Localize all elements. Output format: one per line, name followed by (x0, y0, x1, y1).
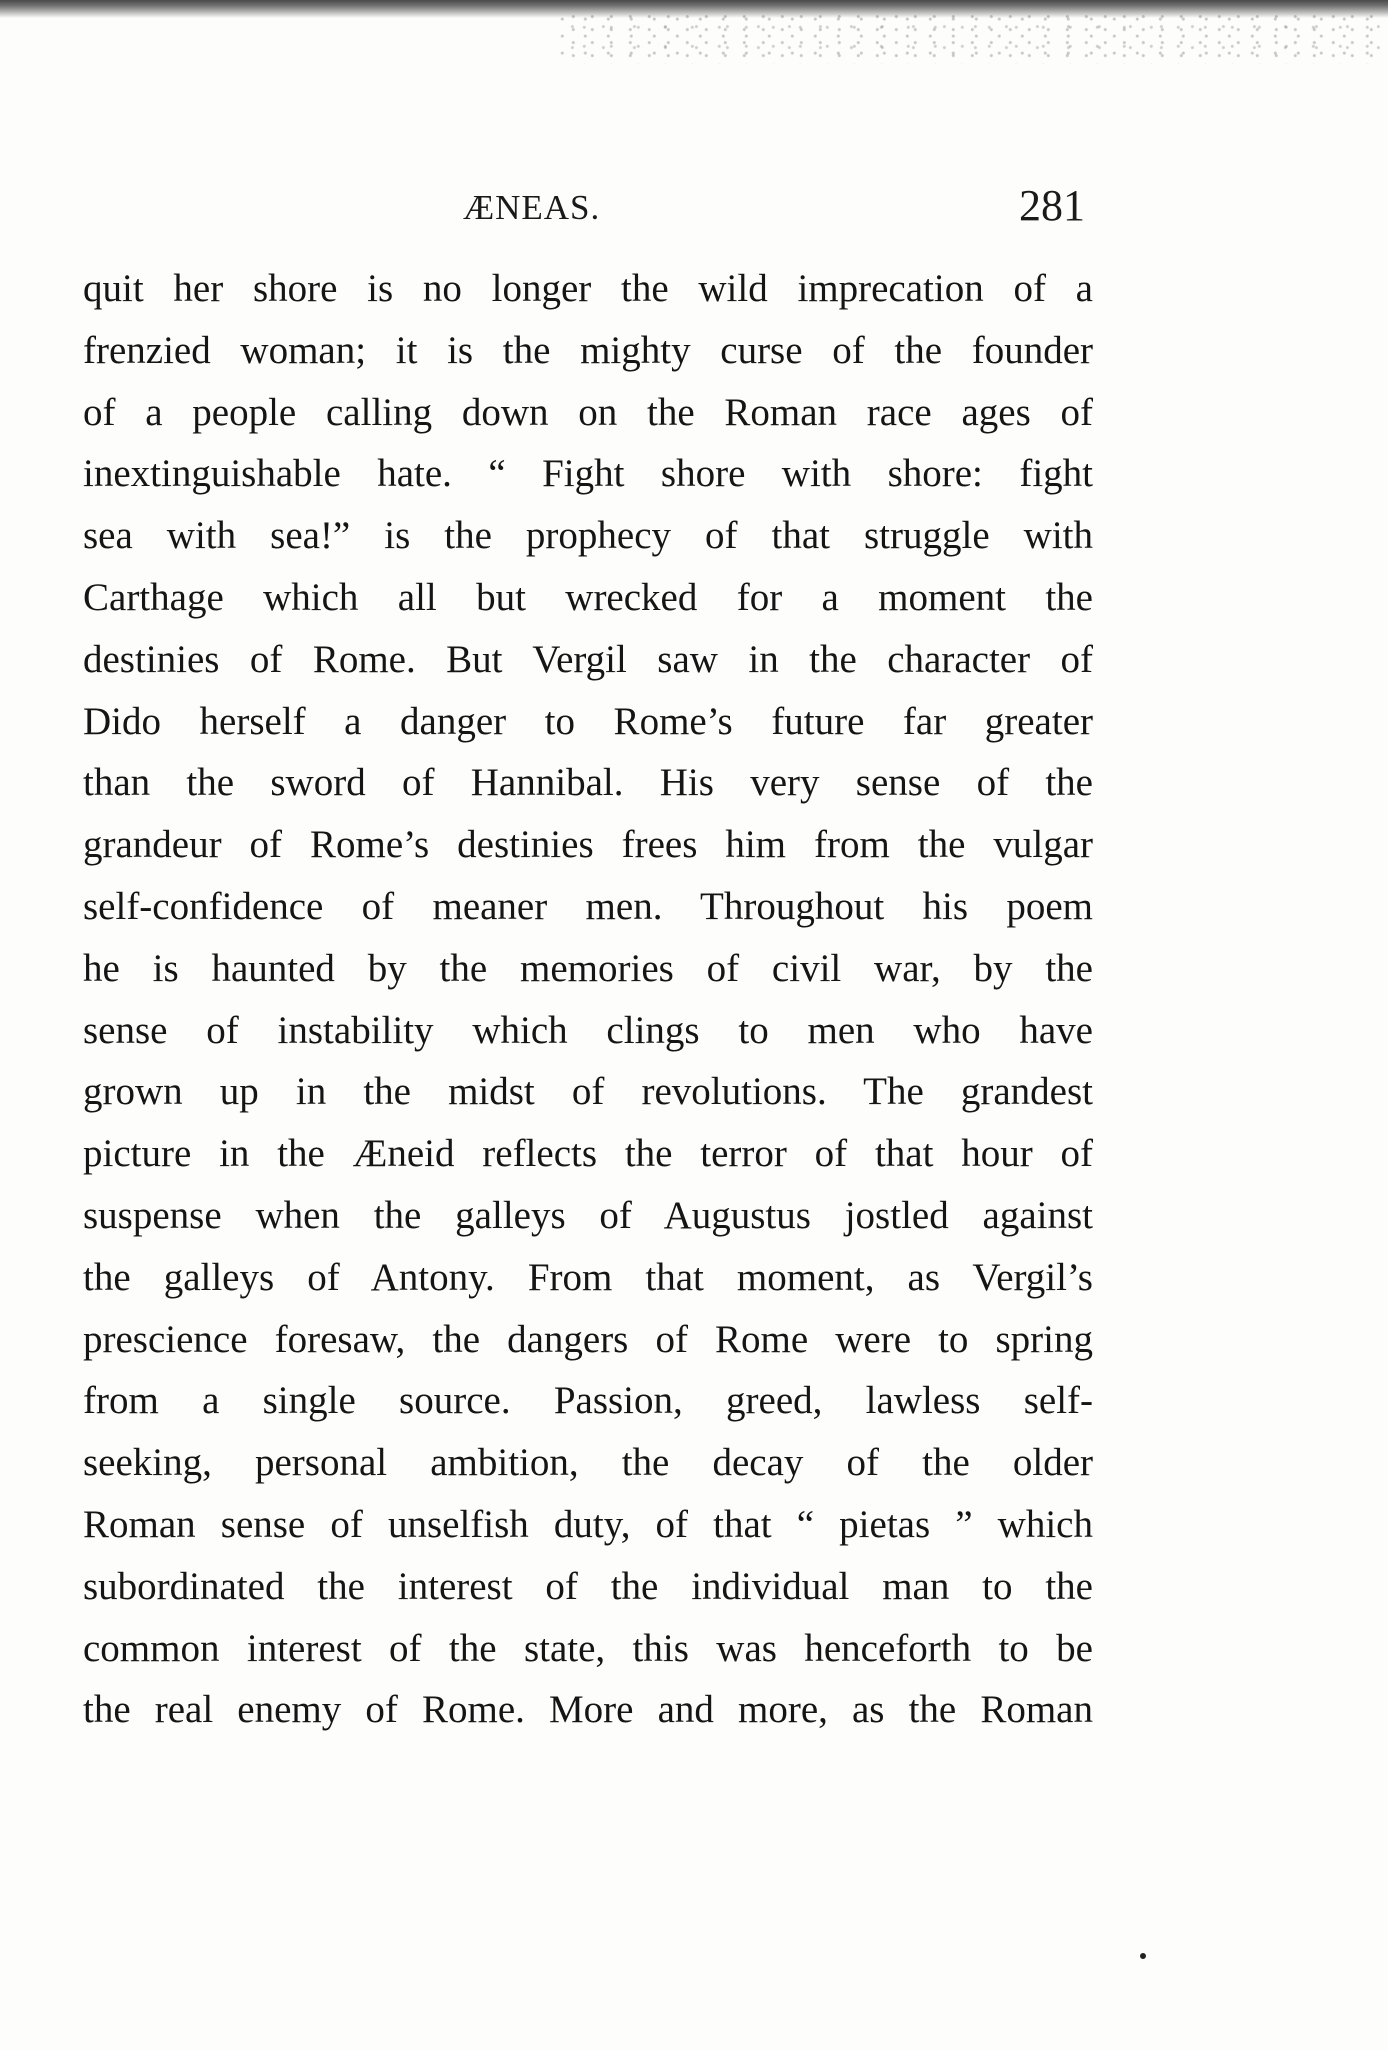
text-line: the galleys of Antony. From that moment, as Vergil’s (83, 1255, 1093, 1299)
running-head (83, 180, 1083, 240)
ink-speck (1140, 1953, 1146, 1959)
text-line: quit her shore is no longer the wild imprecation of a (83, 267, 1093, 310)
text-line: Roman sense of unselfish duty, of that “ pietas ” which (83, 1502, 1093, 1546)
text-line: of a people calling down on the Roman race ages of (83, 390, 1093, 434)
text-line: self-confidence of meaner men. Throughout his poem (83, 884, 1093, 928)
text-line: Carthage which all but wrecked for a moment the (83, 575, 1093, 619)
text-line: frenzied woman; it is the mighty curse of the founder (83, 328, 1093, 372)
page-top-edge-speckle (560, 14, 1380, 64)
text-line: Dido herself a danger to Rome’s future far greater (83, 699, 1093, 743)
running-title: ÆNEAS. (463, 188, 601, 227)
text-line: destinies of Rome. But Vergil saw in the character of (83, 637, 1093, 681)
body-text (83, 258, 1093, 1741)
text-line: picture in the Æneid reflects the terror of that hour of (83, 1132, 1093, 1176)
text-line: grandeur of Rome’s destinies frees him from the vulgar (83, 823, 1093, 867)
text-line: sea with sea!” is the prophecy of that struggle with (83, 514, 1093, 558)
text-line: he is haunted by the memories of civil war, by the (83, 946, 1093, 990)
text-line: grown up in the midst of revolutions. The grandest (83, 1070, 1093, 1114)
text-line: inextinguishable hate. “ Fight shore with shore: fight (83, 452, 1093, 496)
text-line: than the sword of Hannibal. His very sense of the (83, 761, 1093, 805)
text-line: suspense when the galleys of Augustus jostled against (83, 1193, 1093, 1237)
text-line: sense of instability which clings to men who have (83, 1008, 1093, 1052)
text-line: the real enemy of Rome. More and more, as the Roman (83, 1688, 1093, 1732)
text-line: from a single source. Passion, greed, lawless self- (83, 1379, 1093, 1423)
text-line: subordinated the interest of the individual man to the (83, 1564, 1093, 1608)
page-number: 281 (1019, 181, 1085, 230)
text-line: common interest of the state, this was henceforth to be (83, 1626, 1093, 1670)
text-line: seeking, personal ambition, the decay of the older (83, 1441, 1093, 1485)
text-line: prescience foresaw, the dangers of Rome were to spring (83, 1317, 1093, 1361)
